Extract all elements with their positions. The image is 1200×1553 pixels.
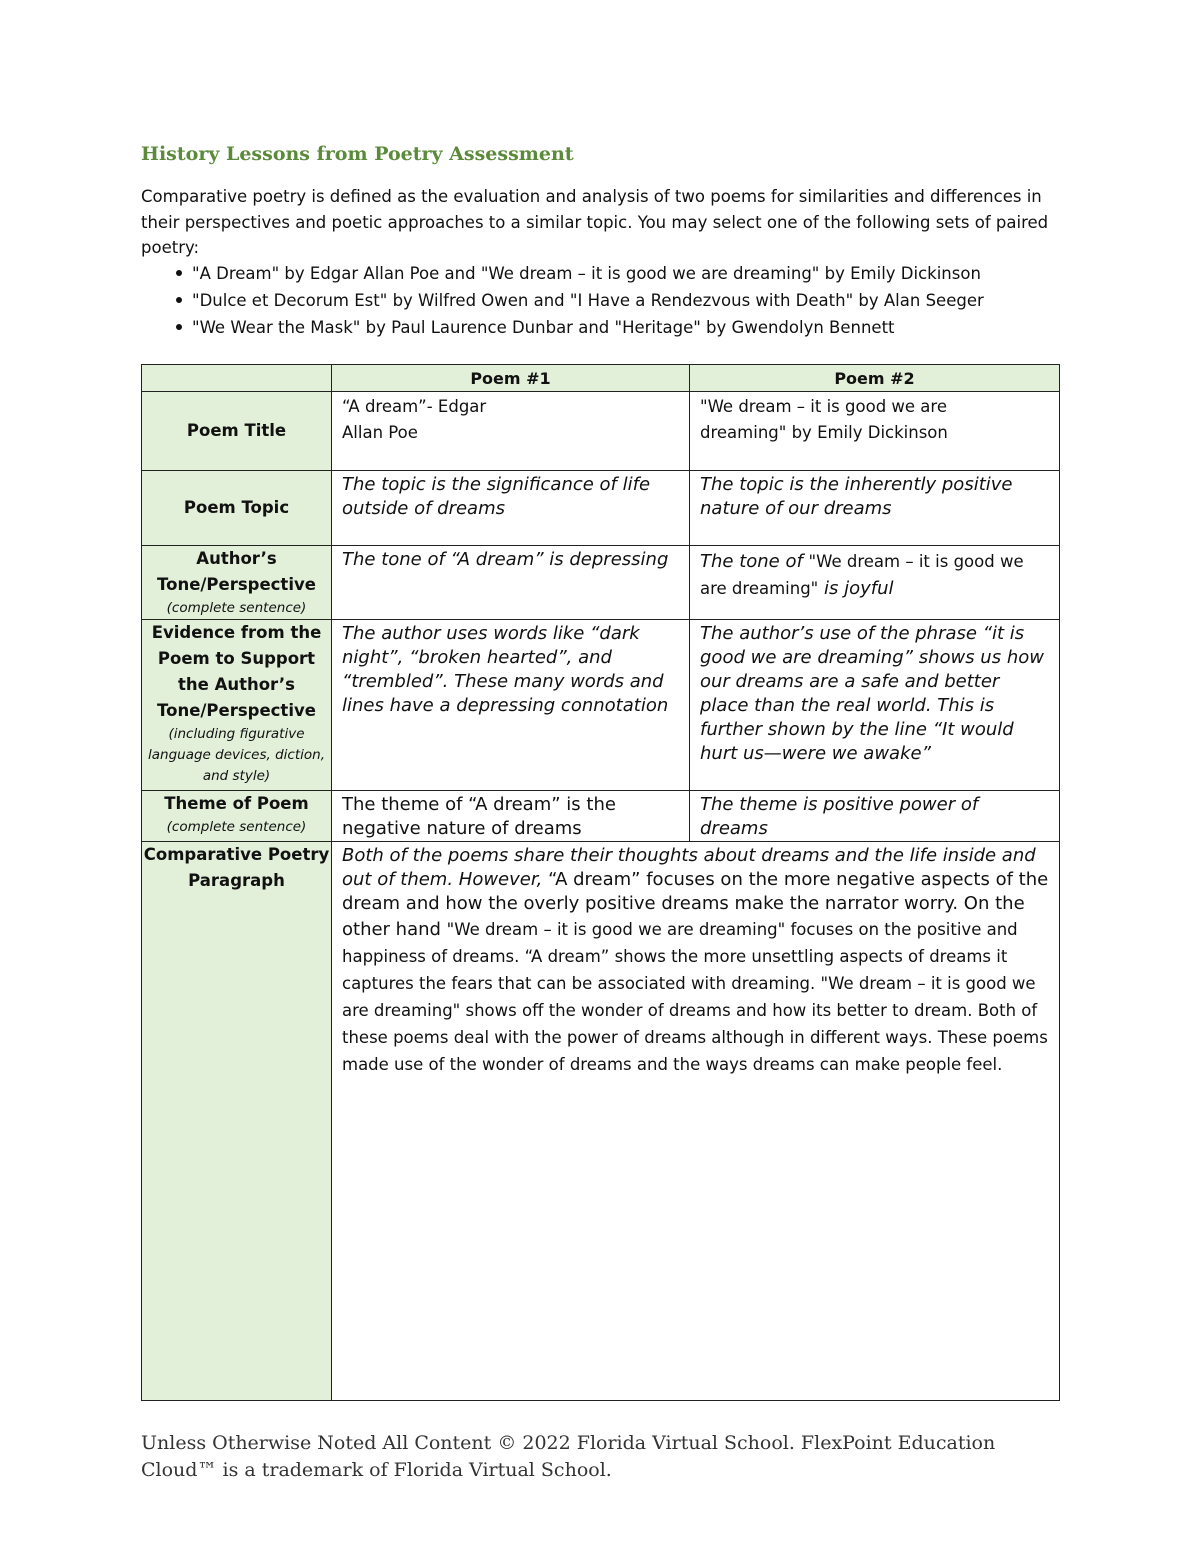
- list-item: "Dulce et Decorum Est" by Wilfred Owen and "I Have a Rendezvous with Death" by Alan Seeger: [192, 287, 984, 314]
- comparative-paragraph-cell[interactable]: Both of the poems share their thoughts about dreams and the life inside and out of them. However, “A dream” focuses on the more negative aspects of the dream and how the overly positive dreams make the narrator worry. On the other hand "We dream – it is good we are dreaming" focuses on the positive and happiness of dreams. “A dream” shows the more unsettling aspects of dreams it captures the fears that can be associated with dreaming. "We dream – it is good we are dreaming" shows off the wonder of dreams and how its better to dream. Both of these poems deal with the power of dreams although in different ways. These poems made use of the wonder of dreams and the ways dreams can make people feel.: [332, 842, 1060, 1401]
- table-header-row: [142, 365, 1060, 392]
- poem2-theme-cell[interactable]: The theme is positive power of dreams: [690, 791, 1060, 842]
- poem2-tone-cell[interactable]: The tone of "We dream – it is good we are dreaming" is joyful: [690, 546, 1060, 620]
- header-poem-1: Poem #1: [332, 365, 690, 392]
- poem1-topic-cell[interactable]: The topic is the significance of life outside of dreams: [332, 471, 690, 546]
- poem-pairs-list: [192, 260, 984, 341]
- table-row: [142, 620, 1060, 791]
- poem1-title-cell[interactable]: “A dream”- Edgar Allan Poe: [332, 392, 690, 471]
- table-row: [142, 842, 1060, 1401]
- poem2-topic-cell[interactable]: The topic is the inherently positive nature of our dreams: [690, 471, 1060, 546]
- intro-paragraph: Comparative poetry is defined as the evaluation and analysis of two poems for similarities and differences in their perspectives and poetic approaches to a similar topic. You may select one of the following sets of paired poetry:: [141, 187, 1049, 257]
- row-label-comparative: Comparative Poetry Paragraph: [142, 842, 332, 1401]
- list-item: "A Dream" by Edgar Allan Poe and "We dream – it is good we are dreaming" by Emily Dickinson: [192, 260, 984, 287]
- copyright-footer: Unless Otherwise Noted All Content © 2022 Florida Virtual School. FlexPoint Education Cloud™ is a trademark of Florida Virtual School.: [141, 1432, 996, 1481]
- poem1-evidence-cell[interactable]: The author uses words like “dark night”, “broken hearted”, and “trembled”. These many words and lines have a depressing connotation: [332, 620, 690, 791]
- poem1-theme-cell[interactable]: The theme of “A dream” is the negative nature of dreams: [332, 791, 690, 842]
- row-label-theme: Theme of Poem (complete sentence): [142, 791, 332, 842]
- comparison-table: [141, 364, 1060, 1401]
- poem2-evidence-cell[interactable]: The author’s use of the phrase “it is good we are dreaming” shows us how our dreams are a safe and better place than the real world. This is further shown by the line “It would hurt us—were we awake”: [690, 620, 1060, 791]
- poem1-tone-cell[interactable]: The tone of “A dream” is depressing: [332, 546, 690, 620]
- row-label-tone: Author’s Tone/Perspective (complete sentence): [142, 546, 332, 620]
- row-label-poem-topic: Poem Topic: [142, 471, 332, 546]
- row-label-poem-title: Poem Title: [142, 392, 332, 471]
- header-empty-cell: [142, 365, 332, 392]
- table-row: [142, 471, 1060, 546]
- page-title: History Lessons from Poetry Assessment: [141, 143, 574, 165]
- header-poem-2: Poem #2: [690, 365, 1060, 392]
- table-row: [142, 392, 1060, 471]
- table-row: [142, 546, 1060, 620]
- row-label-evidence: Evidence from the Poem to Support the Author’s Tone/Perspective (including figurative language devices, diction, and style): [142, 620, 332, 791]
- list-item: "We Wear the Mask" by Paul Laurence Dunbar and "Heritage" by Gwendolyn Bennett: [192, 314, 984, 341]
- table-row: [142, 791, 1060, 842]
- poem2-title-cell[interactable]: "We dream – it is good we are dreaming" by Emily Dickinson: [690, 392, 1060, 471]
